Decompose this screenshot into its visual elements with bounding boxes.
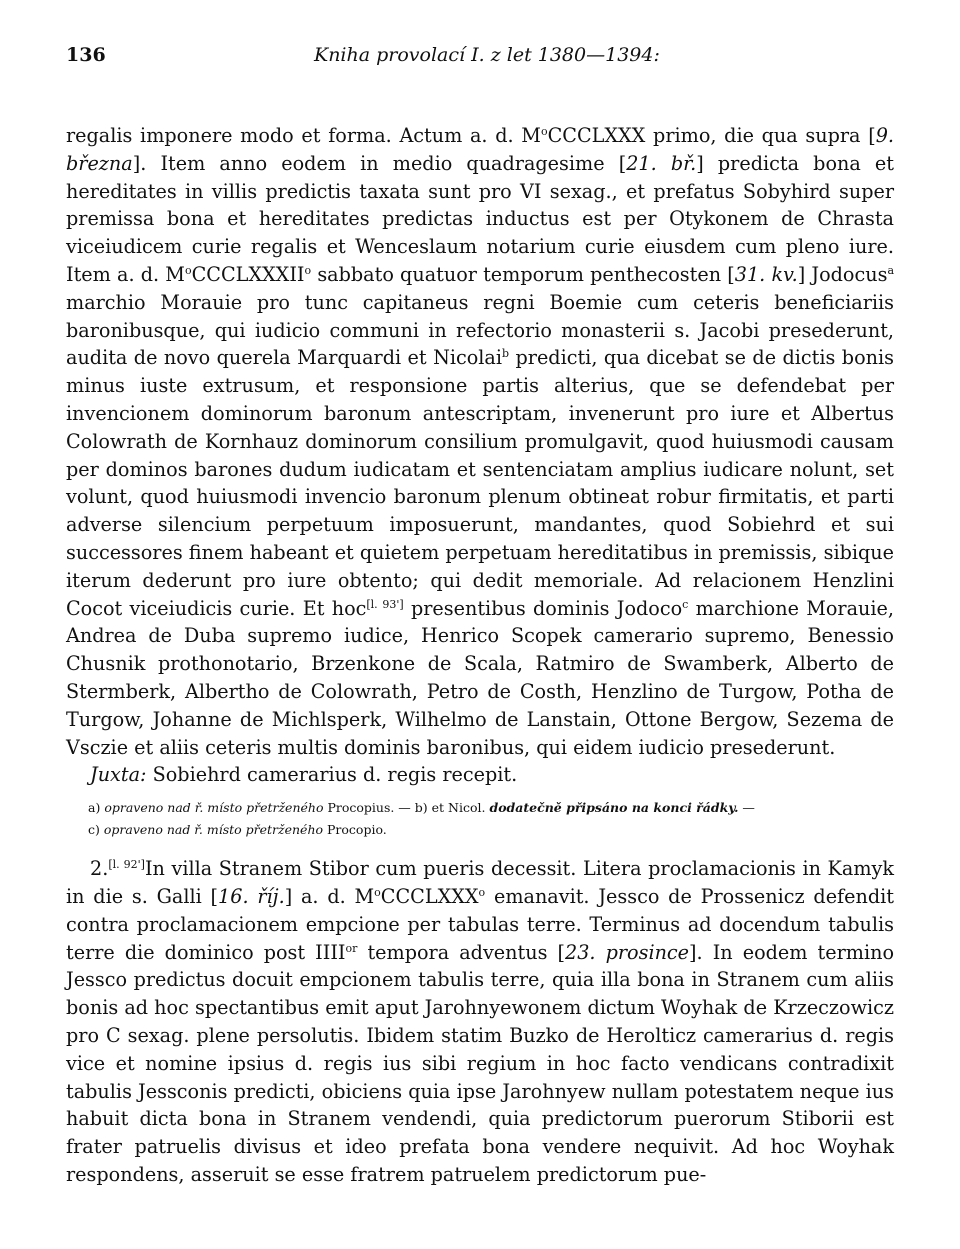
page-number: 136 xyxy=(66,44,106,66)
entry-1-text: regalis imponere modo et forma. Actum a. d. $M^oCCCLXXX$ primo, die qua supra [9. března]. Item anno eodem in medio quadragesime [21. bř.] predicta bona et hereditates in villis predictis taxata sunt pro VI sexag., et prefatus Sobyhird super premissa bona et hereditates predictas inductus est per Otykonem de Chrasta viceiudicem curie regalis et Wenceslaum notarium curie eiusdem cum pleno iure. Item a. d. $M^oCCCLXXXII^o$ sabbato quatuor temporum penthecosten [31. kv.] Jodocus$^a$ marchio Morauie pro tunc capitaneus regni Boemie cum ceteris beneficiariis baronibusque, qui iudicio communi in refectorio monasterii s. Jacobi presederunt, audita de novo querela Marquardi et Nicolai$^b$ predicti, qua dicebat se de dictis bonis minus iuste extrusum, et responsione partis alterius, que se defendebat per invencionem dominorum baronum antescriptam, invenerunt pro iure et Albertus Colowrath de Kornhauz dominorum consilium promulgavit, quod huiusmodi causam per dominos barones dudum iudicatam et sentenciatam amplius iudicare nolunt, set volunt, quod huiusmodi invencio baronum plenum obtineat robur firmitatis, et parti adverse silencium perpetuum imposuerunt, mandantes, quod Sobiehrd et sui successores finem habeant et quietem perpetuam hereditatibus in premissis, sibique iterum dederunt pro iure obtento; qui dedit memoriale. Ad relacionem Henzlini Cocot viceiudicis curie. Et hoc[l. 93'] presentibus dominis Jodoco$^c$ marchione Morauie, Andrea de Duba supremo iudice, Henrico Scopek camerario supremo, Benessio Chusnik prothonotario, Brzenkone de Scala, Ratmiro de Swamberk, Alberto de Stermberk, Albertho de Colowrath, Petro de Costh, Henzlino de Turgow, Potha de Turgow, Johanne de Michlsperk, Wilhelmo de Lanstain, Ottone Bergow, Sezema de Vsczie et aliis ceteris multis dominis baronibus, qui eidem iudicio presederunt. xyxy=(66,124,894,759)
footnote-line: c) opraveno nad ř. místo přetrženého Procopio. xyxy=(88,822,387,838)
footnote-ref-b: b xyxy=(502,347,510,361)
footnotes xyxy=(88,797,894,841)
entry-number: 2. xyxy=(90,857,109,881)
running-title: Kniha provolací I. z let 1380—1394: xyxy=(314,44,660,66)
footnote-ref-a: a xyxy=(887,263,894,277)
footnote-line: a) opraveno nad ř. místo přetrženého Procopius. — b) et Nicol. dodatečně připsáno na konci řádky. — xyxy=(88,800,755,816)
footnote-ref-c: c xyxy=(682,597,689,611)
document-page xyxy=(66,40,894,1189)
page-header xyxy=(66,40,894,74)
entry-2-text: 2.[l. 92']In villa Stranem Stibor cum pueris decessit. Litera proclamacionis in Kamyk in die s. Galli [16. říj.] a. d. $M^oCCCLXXX^o$ emanavit. Jessco de Prossenicz defendit contra proclamacionem empcione per tabulas terre. Terminus ad docendum tabulis terre die dominico post $IIII^{or}$ tempora adventus [23. prosince]. In eodem termino Jessco predictus docuit empcionem tabulis terre, quia illa bona in Stranem cum aliis bonis ad hoc spectantibus emit aput Jarohnyewonem dictum Woyhak de Krzeczowicz pro C sexag. plene persolutis. Ibidem statim Buzko de Herolticz camerarius d. regis vice et nomine ipsius d. regis ius sibi regium in hoc facto vendicans contradixit tabulis Jessconis predicti, obiciens quia ipse Jarohnyew nullam potestatem neque ius habuit dicta bona in Stranem vendendi, quia predictorum puerorum Stiborii est frater patruelis divisus et ideo prefata bona vendere nequivit. Ad hoc Woyhak respondens, asseruit se esse fratrem patruelem predictorum pue- xyxy=(66,857,895,1186)
juxta-line: Juxta: Sobiehrd camerarius d. regis recepit. xyxy=(90,763,518,787)
folio-marker: [l. 93'] xyxy=(366,597,404,611)
folio-marker: [l. 92'] xyxy=(108,858,145,872)
